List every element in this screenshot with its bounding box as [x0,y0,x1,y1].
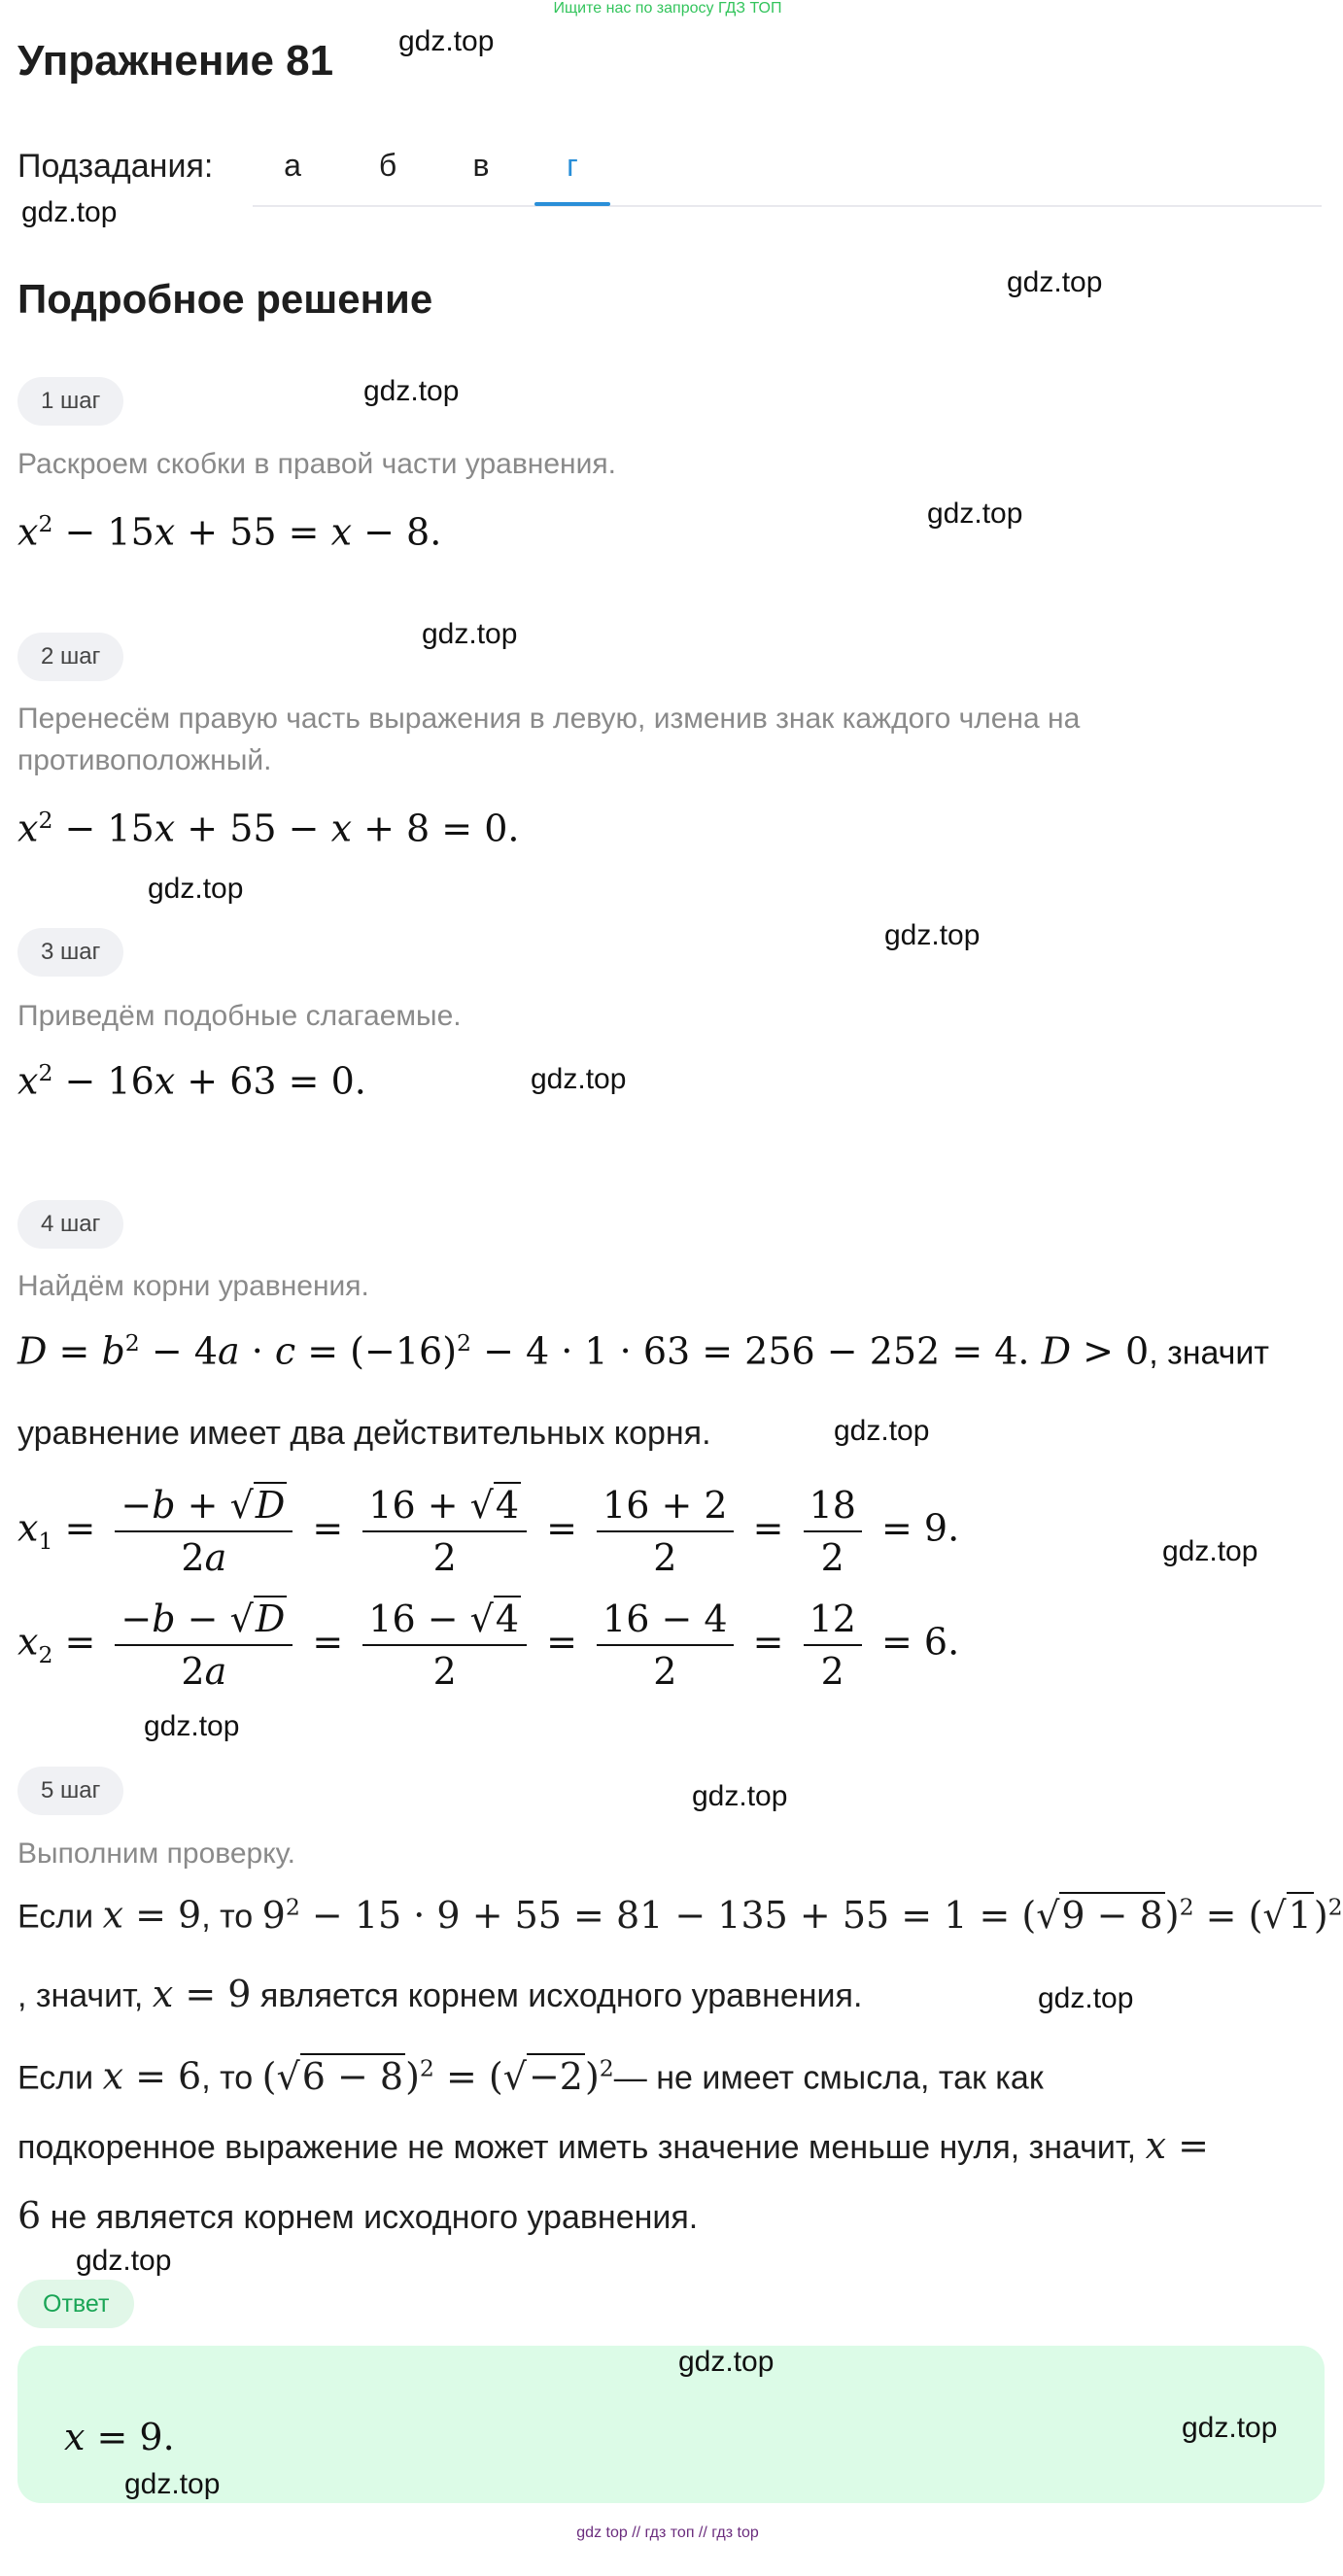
step-1-equation: $x^2 - 15x + 55 = x - 8$. [17,510,442,554]
active-tab-indicator [534,202,610,206]
check-x9-line1: Если x = 9, то $9^2 - 15 \cdot 9 + 55 = 81 - 135 + 55 = 1 = (√9 - 8)^2 = (√1)^2$ [17,1893,1343,1937]
step-4-text: Найдём корни уравнения. [17,1270,369,1302]
watermark: gdz.top [1162,1535,1258,1567]
watermark: gdz.top [21,196,118,228]
watermark: gdz.top [1182,2412,1278,2444]
step-2-equation: $x^2 - 15x + 55 - x + 8 = 0$. [17,807,520,850]
watermark: gdz.top [531,1063,627,1095]
watermark: gdz.top [363,375,460,407]
tab-g[interactable]: г [567,148,578,183]
watermark: gdz.top [678,2346,775,2378]
watermark: gdz.top [144,1710,240,1742]
discriminant-conclusion: , значит [1149,1334,1269,1372]
check-x6-line3: 6 не является корнем исходного уравнения. [17,2194,699,2237]
root-x1-equation: $x_1$ = $\frac{-b + √D}{2a}$ = $\frac{16 + √4}{2}$ = $\frac{16 + 2}{2}$ = $\frac{18}{2}$ = 9. [17,1484,960,1579]
tab-a[interactable]: а [284,148,301,183]
watermark: gdz.top [1038,1982,1134,2014]
footer: gdz top // гдз топ // гдз top [576,2524,759,2541]
step-5-badge: 5 шаг [17,1767,123,1815]
check-x9-line2: , значит, x = 9 является корнем исходного уравнения. [17,1973,863,2015]
top-banner: Ищите нас по запросу ГДЗ ТОП [553,0,782,17]
answer-badge: Ответ [17,2280,134,2328]
step-3-equation: $x^2 - 16x + 63 = 0$. [17,1059,366,1103]
step-3-text: Приведём подобные слагаемые. [17,1000,462,1032]
watermark: gdz.top [884,919,981,951]
answer-equation: x = 9. [64,2416,175,2458]
discriminant-conclusion-line2: уравнение имеет два действительных корня. [17,1415,711,1452]
watermark: gdz.top [834,1415,930,1447]
tab-v[interactable]: в [472,148,490,183]
watermark: gdz.top [76,2245,172,2277]
tab-b[interactable]: б [378,148,397,183]
step-4-badge: 4 шаг [17,1200,123,1249]
step-2-badge: 2 шаг [17,633,123,681]
watermark: gdz.top [422,618,518,650]
watermark: gdz.top [1007,266,1103,298]
watermark: gdz.top [398,25,495,57]
page-title: Упражнение 81 [17,37,334,85]
watermark: gdz.top [124,2468,221,2500]
watermark: gdz.top [927,498,1023,530]
solution-heading: Подробное решение [17,276,433,322]
check-x6-line2: подкоренное выражение не может иметь значение меньше нуля, значит, x = [17,2124,1209,2167]
step-2-text-line2: противоположный. [17,744,272,776]
step-3-badge: 3 шаг [17,928,123,977]
watermark: gdz.top [148,873,244,905]
watermark: gdz.top [692,1780,788,1812]
discriminant-equation: $D = b^2 - 4a \cdot c = (-16)^2 - 4 \cdot 1 \cdot 63 = 256 - 252 = 4$. D > 0, значит [17,1329,1269,1373]
step-2-text-line1: Перенесём правую часть выражения в левую, изменив знак каждого члена на [17,703,1081,735]
step-1-badge: 1 шаг [17,377,123,426]
step-5-text: Выполним проверку. [17,1838,296,1870]
step-1-text: Раскроем скобки в правой части уравнения. [17,448,616,480]
root-x2-equation: $x_2$ = $\frac{-b - √D}{2a}$ = $\frac{16 - √4}{2}$ = $\frac{16 - 4}{2}$ = $\frac{12}{2}$ = 6. [17,1597,960,1693]
subtasks-label: Подзадания: [17,148,214,185]
check-x6-line1: Если x = 6, то $(√6 - 8)^2$ = $(√-2)^2—$ не имеет смысла, так как [17,2054,1044,2098]
